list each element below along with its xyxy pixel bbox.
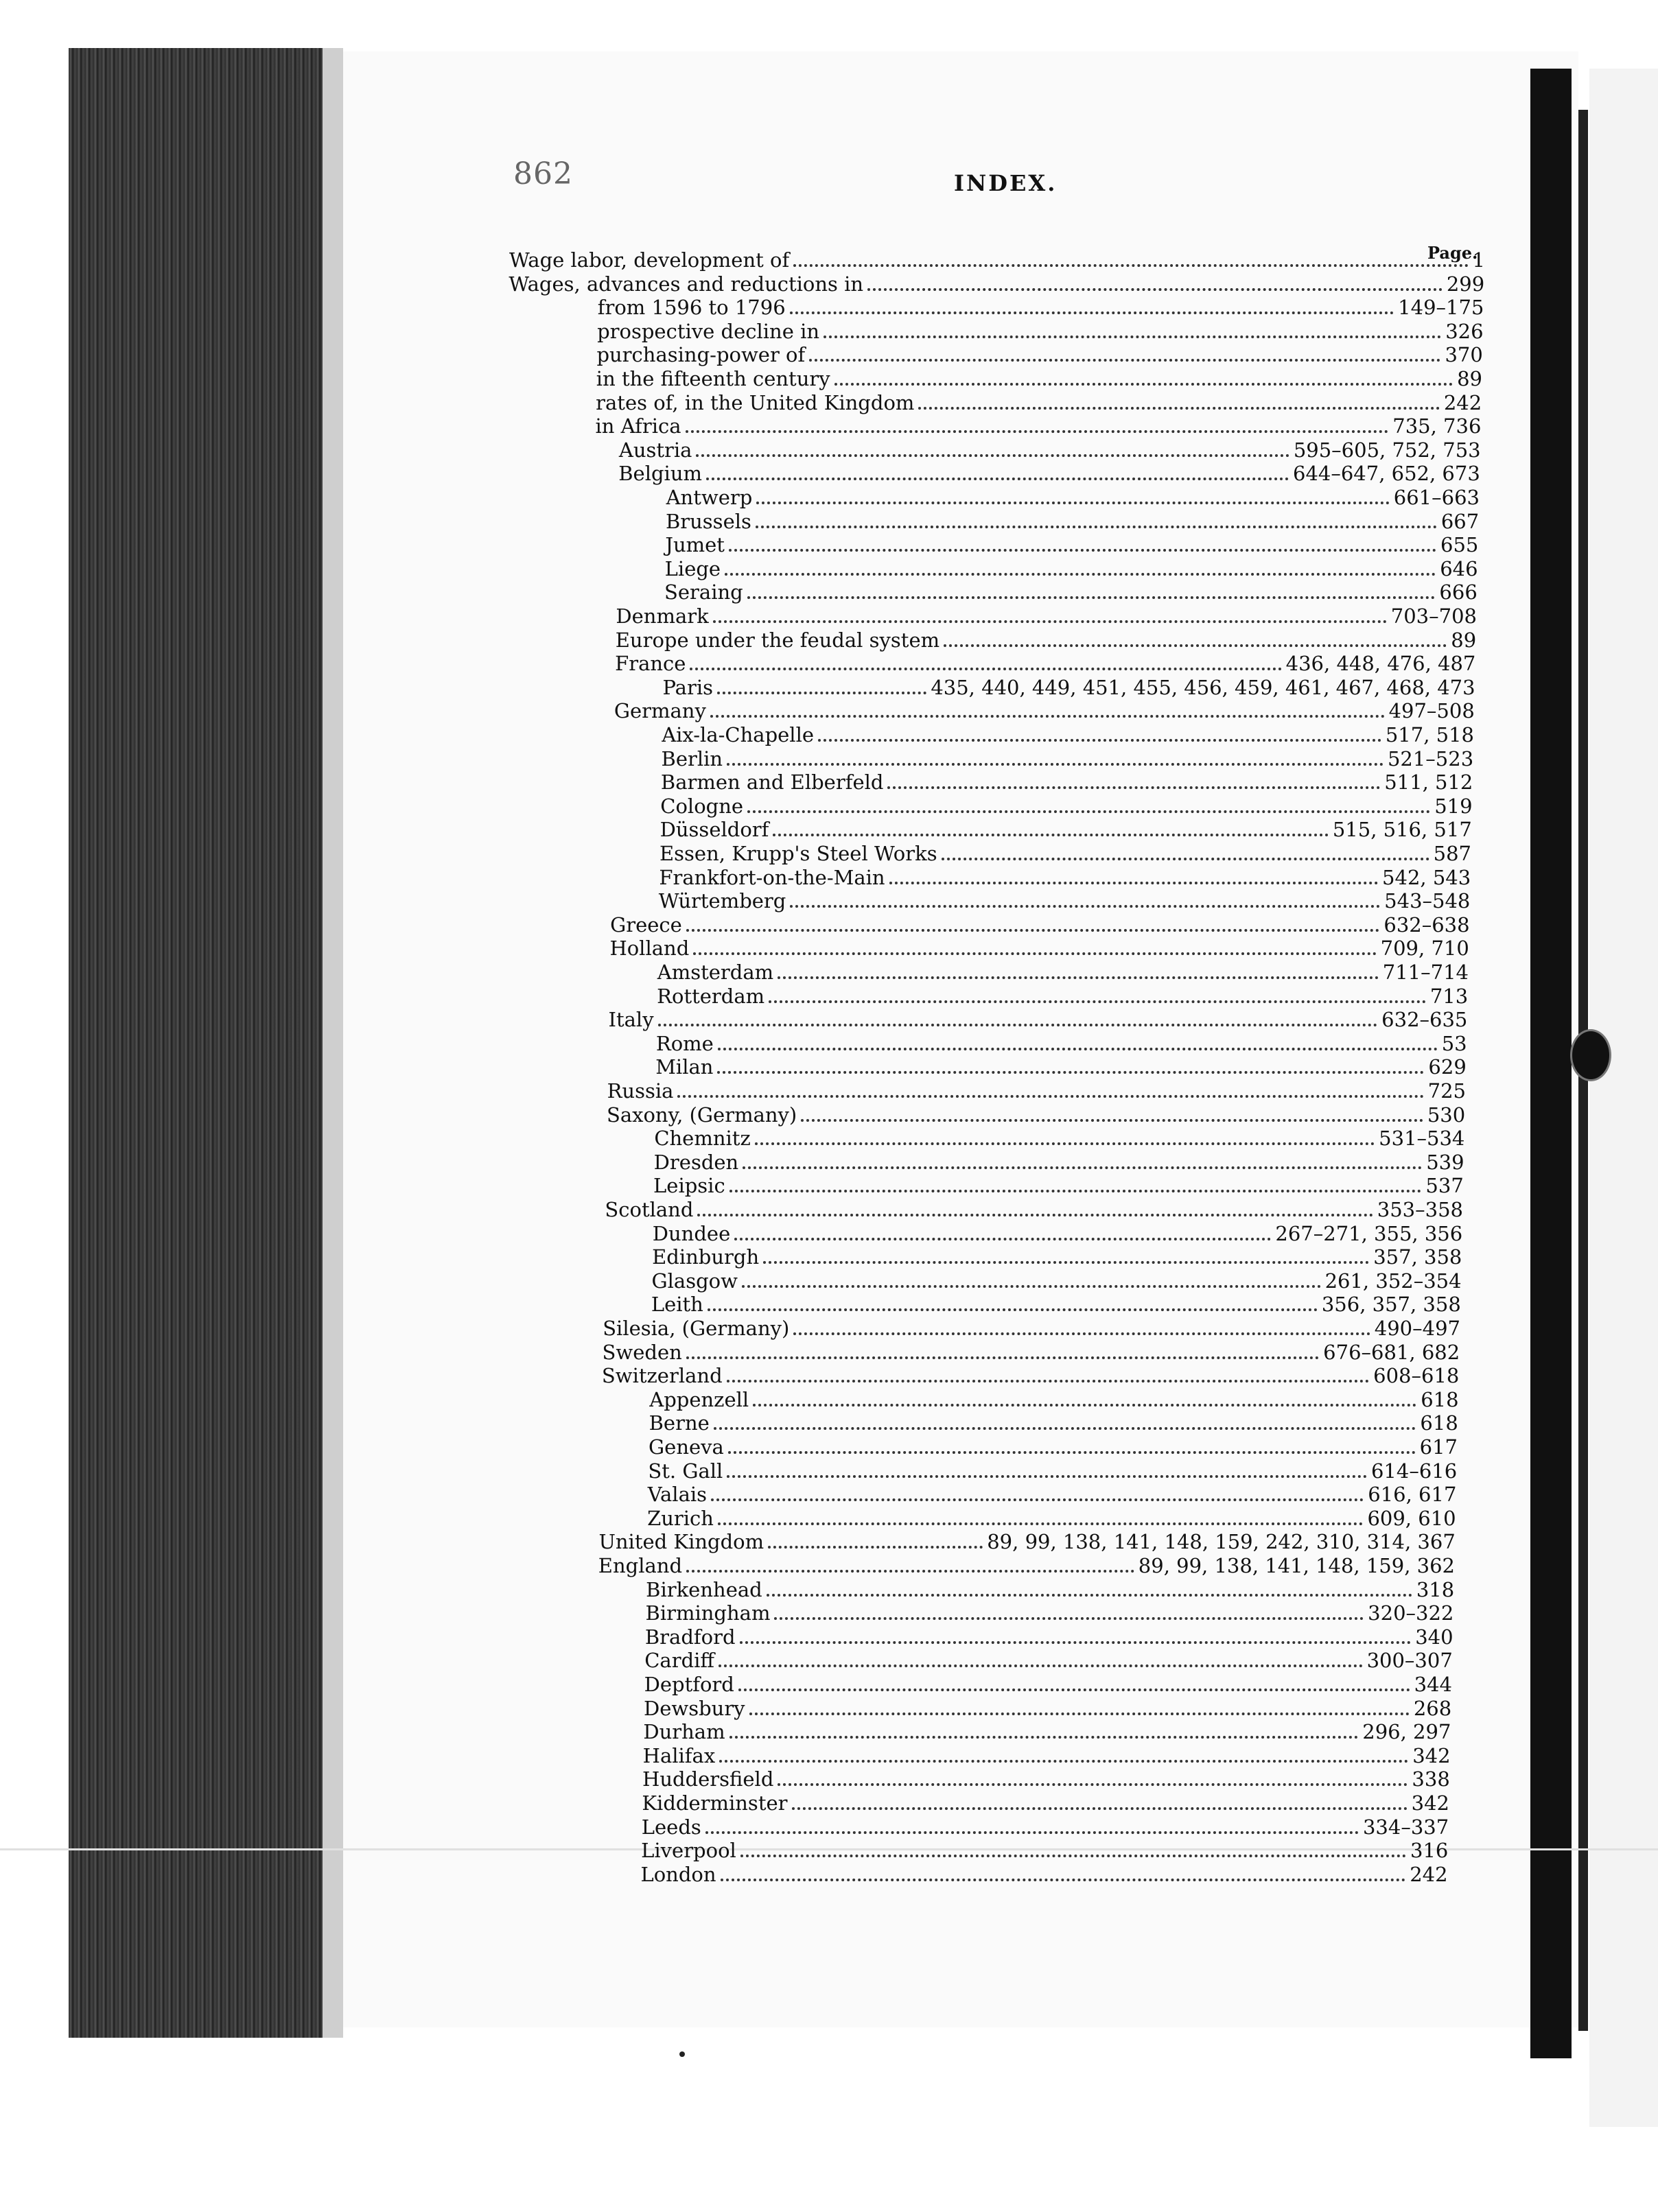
entry-term: United Kingdom xyxy=(598,1530,764,1554)
entry-term: Holland xyxy=(609,937,690,961)
index-entry xyxy=(666,510,1479,533)
entry-page-refs: 436, 448, 476, 487 xyxy=(1285,652,1476,676)
index-entry xyxy=(597,320,1484,343)
dot-leader xyxy=(747,810,1430,813)
entry-term: Aix-la-Chapelle xyxy=(662,723,815,746)
dot-leader xyxy=(756,526,1437,528)
index-entry xyxy=(661,770,1473,794)
dot-leader xyxy=(713,620,1387,623)
index-entry xyxy=(609,1008,1468,1031)
entry-term: Berlin xyxy=(661,746,723,770)
dot-leader xyxy=(727,1380,1370,1382)
dot-leader xyxy=(729,1190,1422,1192)
entry-page-refs: 618 xyxy=(1420,1411,1458,1435)
index-entry xyxy=(614,699,1475,722)
entry-page-refs: 89 xyxy=(1457,367,1482,390)
dot-leader xyxy=(867,288,1443,291)
dot-leader xyxy=(790,311,1394,314)
dot-leader xyxy=(697,1214,1373,1216)
entry-term: Dresden xyxy=(653,1150,739,1174)
entry-page-refs: 342 xyxy=(1411,1791,1449,1815)
entry-term: Valais xyxy=(647,1483,708,1507)
entry-page-refs: 666 xyxy=(1439,580,1478,604)
entry-page-refs: 521–523 xyxy=(1387,746,1474,770)
index-entry xyxy=(664,580,1478,604)
dot-leader xyxy=(792,1807,1408,1810)
dot-leader xyxy=(773,834,1328,836)
dot-leader xyxy=(686,430,1389,433)
index-entry xyxy=(662,676,1475,699)
entry-term: Milan xyxy=(655,1055,714,1079)
index-entry xyxy=(598,1530,1455,1553)
entry-page-refs: 267–271, 355, 356 xyxy=(1275,1221,1463,1245)
entry-term: in the fifteenth century xyxy=(596,367,830,390)
index-entry xyxy=(647,1507,1456,1530)
dot-leader xyxy=(710,715,1385,718)
index-entry xyxy=(616,604,1477,628)
entry-term: Halifax xyxy=(642,1743,716,1767)
dot-leader xyxy=(749,1713,1410,1715)
dot-leader xyxy=(705,1831,1359,1834)
entry-page-refs: 344 xyxy=(1414,1673,1452,1696)
index-entry xyxy=(666,486,1480,509)
index-entry xyxy=(643,1720,1451,1743)
entry-page-refs: 296, 297 xyxy=(1362,1720,1451,1744)
dot-leader xyxy=(728,1451,1416,1454)
index-entry xyxy=(654,1151,1464,1174)
index-entry xyxy=(655,1055,1467,1079)
entry-term: Rome xyxy=(655,1031,714,1055)
entry-page-refs: 89, 99, 138, 141, 148, 159, 362 xyxy=(1138,1554,1455,1577)
index-entry xyxy=(607,1079,1466,1103)
entry-page-refs: 676–681, 682 xyxy=(1323,1340,1460,1364)
index-entry xyxy=(616,628,1476,652)
entry-term: France xyxy=(615,652,686,676)
index-entry xyxy=(645,1625,1453,1649)
entry-page-refs: 713 xyxy=(1429,984,1469,1008)
entry-page-refs: 655 xyxy=(1440,533,1479,557)
index-entry xyxy=(649,1435,1458,1459)
entry-page-refs: 632–635 xyxy=(1381,1008,1468,1032)
dot-leader xyxy=(887,786,1380,789)
dot-leader xyxy=(778,1783,1408,1786)
entry-page-refs: 661–663 xyxy=(1393,486,1480,509)
dot-leader xyxy=(769,1000,1426,1003)
index-entry xyxy=(665,533,1478,556)
entry-term: Greece xyxy=(610,913,682,937)
dot-leader xyxy=(729,549,1436,552)
entry-term: Birmingham xyxy=(645,1601,771,1625)
entry-page-refs: 334–337 xyxy=(1362,1815,1449,1839)
entry-term: Huddersfield xyxy=(642,1767,774,1791)
entry-page-refs: 703–708 xyxy=(1390,604,1477,628)
index-entry xyxy=(659,889,1471,913)
dot-leader xyxy=(942,858,1429,860)
page-number: 862 xyxy=(513,156,573,191)
entry-term: from 1596 to 1796 xyxy=(597,296,786,320)
index-entry xyxy=(643,1744,1451,1767)
entry-page-refs: 614–616 xyxy=(1370,1459,1458,1483)
index-entry xyxy=(509,248,1485,272)
dot-leader xyxy=(824,336,1441,338)
entry-term: Geneva xyxy=(649,1435,724,1459)
dot-leader xyxy=(727,763,1383,766)
entry-term: Paris xyxy=(662,675,713,699)
entry-page-refs: 490–497 xyxy=(1374,1317,1460,1340)
index-entry xyxy=(648,1459,1457,1483)
entry-term: Russia xyxy=(607,1079,674,1103)
entry-term: Leith xyxy=(651,1293,703,1317)
entry-term: Seraing xyxy=(664,580,743,604)
entry-page-refs: 618 xyxy=(1421,1387,1459,1411)
dot-leader xyxy=(747,596,1436,599)
entry-page-refs: 709, 710 xyxy=(1380,937,1469,961)
entry-page-refs: 242 xyxy=(1410,1862,1448,1886)
dot-leader xyxy=(790,905,1380,908)
dot-leader xyxy=(767,1594,1412,1597)
entry-term: Italy xyxy=(608,1008,654,1032)
index-entry xyxy=(615,652,1475,675)
index-entry xyxy=(603,1317,1460,1340)
dot-leader xyxy=(686,929,1380,932)
entry-page-refs: 517, 518 xyxy=(1385,723,1474,746)
dot-leader xyxy=(708,1308,1318,1311)
dot-leader xyxy=(834,383,1453,386)
entry-term: Scotland xyxy=(605,1198,694,1221)
entry-page-refs: 1 xyxy=(1472,248,1485,272)
entry-term: Brussels xyxy=(665,509,751,533)
entry-page-refs: 539 xyxy=(1426,1150,1464,1174)
running-head: INDEX. xyxy=(954,170,1058,196)
entry-term: Denmark xyxy=(616,604,709,628)
index-entry xyxy=(605,1198,1463,1221)
entry-term: Durham xyxy=(643,1720,725,1744)
entry-term: Frankfort-on-the-Main xyxy=(659,865,885,889)
dot-leader xyxy=(944,644,1447,647)
dot-leader xyxy=(809,359,1440,362)
entry-page-refs: 519 xyxy=(1434,794,1473,818)
entry-page-refs: 53 xyxy=(1441,1031,1467,1055)
index-entry xyxy=(649,1388,1458,1411)
entry-term: Kidderminster xyxy=(642,1791,788,1815)
entry-term: Switzerland xyxy=(601,1364,723,1388)
page-column-heading: Page. xyxy=(1427,243,1478,263)
dot-leader xyxy=(743,1166,1422,1169)
entry-page-refs: 299 xyxy=(1446,272,1485,296)
entry-term: London xyxy=(640,1862,716,1886)
entry-page-refs: 357, 358 xyxy=(1373,1245,1462,1269)
index-entry xyxy=(660,818,1472,841)
dot-leader xyxy=(889,882,1378,884)
entry-page-refs: 632–638 xyxy=(1383,913,1470,937)
dot-leader xyxy=(696,454,1289,457)
entry-page-refs: 629 xyxy=(1428,1055,1467,1079)
entry-page-refs: 316 xyxy=(1410,1839,1449,1863)
entry-term: Germany xyxy=(614,699,706,723)
dot-leader xyxy=(718,1522,1363,1525)
entry-page-refs: 242 xyxy=(1443,390,1482,414)
index-entry xyxy=(654,1127,1464,1150)
index-entry xyxy=(596,367,1482,390)
index-entry xyxy=(509,272,1484,296)
dot-leader xyxy=(818,739,1381,742)
dot-leader xyxy=(729,1736,1359,1739)
entry-page-refs: 595–605, 752, 753 xyxy=(1293,438,1481,462)
index-entry xyxy=(619,438,1481,462)
entry-term: England xyxy=(598,1554,683,1577)
index-entry xyxy=(646,1578,1454,1601)
entry-page-refs: 370 xyxy=(1445,343,1483,367)
entry-term: Birkenhead xyxy=(646,1577,762,1601)
index-entry xyxy=(618,462,1480,485)
index-entry xyxy=(607,1103,1465,1127)
dot-leader xyxy=(725,573,1436,576)
entry-page-refs: 515, 516, 517 xyxy=(1332,818,1472,842)
entry-page-refs: 268 xyxy=(1413,1696,1452,1720)
index-entry xyxy=(642,1815,1449,1839)
index-entry xyxy=(598,296,1484,319)
entry-term: Saxony, (Germany) xyxy=(606,1103,797,1127)
dot-leader xyxy=(686,1356,1319,1359)
dot-leader xyxy=(753,1404,1416,1407)
entry-page-refs: 616, 617 xyxy=(1368,1483,1457,1507)
entry-page-refs: 342 xyxy=(1412,1743,1451,1767)
index-entry xyxy=(653,1174,1464,1197)
entry-page-refs: 725 xyxy=(1427,1079,1466,1103)
entry-page-refs: 587 xyxy=(1433,842,1471,865)
index-entry xyxy=(644,1673,1452,1696)
dot-leader xyxy=(717,1071,1424,1074)
dot-leader xyxy=(693,952,1376,955)
entry-page-refs: 609, 610 xyxy=(1367,1506,1456,1530)
index-entry xyxy=(652,1245,1462,1269)
index-entry xyxy=(651,1293,1461,1316)
index-entry xyxy=(596,343,1482,366)
dot-leader xyxy=(768,1546,983,1549)
dot-leader xyxy=(755,1142,1375,1145)
entry-term: Rotterdam xyxy=(657,984,765,1008)
index-entry xyxy=(609,937,1469,960)
index-entry xyxy=(651,1269,1461,1293)
index-entry xyxy=(648,1483,1457,1506)
dot-leader xyxy=(742,1285,1321,1288)
entry-term: in Africa xyxy=(595,414,681,438)
entry-page-refs: 89, 99, 138, 141, 148, 159, 242, 310, 314, 367 xyxy=(987,1530,1456,1554)
dot-leader xyxy=(690,668,1281,670)
index-entry xyxy=(656,1032,1467,1055)
entry-page-refs: 340 xyxy=(1415,1625,1453,1649)
entry-page-refs: 543–548 xyxy=(1384,889,1471,913)
entry-term: Antwerp xyxy=(666,486,753,509)
entry-page-refs: 326 xyxy=(1445,319,1484,343)
entry-page-refs: 711–714 xyxy=(1382,961,1469,984)
dot-leader xyxy=(793,1332,1370,1335)
dot-leader xyxy=(686,1570,1134,1573)
entry-term: Leipsic xyxy=(653,1174,725,1198)
entry-term: Würtemberg xyxy=(658,889,786,913)
index-entry xyxy=(659,866,1471,889)
index-entry xyxy=(642,1791,1449,1815)
entry-page-refs: 667 xyxy=(1440,509,1480,533)
index-entry xyxy=(662,747,1474,770)
index-entry xyxy=(657,985,1468,1008)
index-entry xyxy=(662,723,1474,746)
entry-term: Barmen and Elberfeld xyxy=(660,770,884,795)
entry-term: Glasgow xyxy=(651,1269,738,1293)
index-entry xyxy=(657,961,1469,984)
dot-leader xyxy=(718,1048,1438,1050)
dot-leader xyxy=(727,1475,1367,1478)
index-entry xyxy=(602,1364,1459,1387)
entry-term: Bradford xyxy=(644,1625,736,1649)
entry-page-refs: 542, 543 xyxy=(1382,865,1471,889)
entry-term: Cardiff xyxy=(644,1649,715,1673)
index-entry xyxy=(660,795,1472,818)
dot-leader xyxy=(706,478,1289,480)
entry-term: Belgium xyxy=(618,462,702,486)
dot-leader xyxy=(738,1689,1410,1691)
index-entry xyxy=(641,1839,1448,1862)
dot-leader xyxy=(677,1095,1423,1098)
entry-page-refs: 300–307 xyxy=(1366,1649,1453,1673)
entry-term: Cologne xyxy=(660,794,744,818)
entry-page-refs: 356, 357, 358 xyxy=(1321,1293,1461,1317)
index-entry xyxy=(642,1767,1450,1791)
entry-term: prospective decline in xyxy=(597,319,820,343)
entry-page-refs: 608–618 xyxy=(1373,1364,1460,1388)
dot-leader xyxy=(734,1238,1271,1240)
dot-leader xyxy=(774,1617,1364,1620)
entry-page-refs: 338 xyxy=(1412,1767,1450,1791)
entry-term: Jumet xyxy=(665,533,725,557)
entry-page-refs: 435, 440, 449, 451, 455, 456, 459, 461, 467, 468, 473 xyxy=(931,675,1475,699)
entry-page-refs: 497–508 xyxy=(1388,699,1475,723)
index-entry xyxy=(603,1341,1460,1364)
entry-term: Zurich xyxy=(647,1506,714,1530)
dot-leader xyxy=(719,1664,1363,1667)
dot-leader xyxy=(918,407,1439,410)
entry-page-refs: 320–322 xyxy=(1368,1601,1454,1625)
index-entry xyxy=(659,842,1471,865)
entry-term: Dewsbury xyxy=(643,1696,745,1720)
index-entry xyxy=(665,557,1478,580)
dot-leader xyxy=(793,264,1468,267)
dot-leader xyxy=(719,1760,1408,1763)
entry-term: Düsseldorf xyxy=(659,818,769,842)
dot-leader xyxy=(717,692,926,694)
entry-term: Sweden xyxy=(602,1340,682,1364)
dot-leader xyxy=(756,502,1389,504)
index-entry xyxy=(610,913,1470,937)
entry-page-refs: 89 xyxy=(1451,628,1477,652)
entry-term: St. Gall xyxy=(648,1459,723,1483)
entry-page-refs: 318 xyxy=(1416,1577,1455,1601)
entry-term: Deptford xyxy=(644,1673,734,1696)
entry-term: Edinburgh xyxy=(652,1245,760,1269)
entry-term: Wages, advances and reductions in xyxy=(509,272,864,296)
dot-leader xyxy=(801,1119,1423,1122)
entry-page-refs: 530 xyxy=(1427,1103,1466,1127)
dot-leader xyxy=(658,1024,1378,1026)
dot-leader xyxy=(721,1879,1406,1881)
entry-page-refs: 617 xyxy=(1419,1435,1458,1459)
dot-leader xyxy=(740,1855,1406,1857)
index-entry xyxy=(644,1649,1453,1672)
entry-page-refs: 735, 736 xyxy=(1392,414,1482,438)
entry-page-refs: 353–358 xyxy=(1377,1198,1463,1221)
dot-leader xyxy=(763,1261,1369,1264)
entry-term: Wage labor, development of xyxy=(509,248,790,272)
entry-term: Essen, Krupp's Steel Works xyxy=(659,842,937,865)
dot-leader xyxy=(711,1498,1364,1501)
index-entry xyxy=(644,1697,1451,1720)
entry-term: Dundee xyxy=(652,1221,731,1245)
index-entry xyxy=(640,1863,1447,1886)
index-entry xyxy=(649,1411,1458,1435)
entry-term: Liege xyxy=(664,556,721,580)
entry-page-refs: 537 xyxy=(1425,1174,1464,1198)
entry-term: Appenzell xyxy=(649,1387,749,1411)
entry-page-refs: 646 xyxy=(1440,556,1478,580)
index-entry xyxy=(653,1222,1462,1245)
index-entry xyxy=(596,391,1482,414)
index-entry xyxy=(598,1554,1455,1577)
entry-term: Chemnitz xyxy=(654,1127,751,1151)
index-entry xyxy=(596,414,1482,438)
entry-term: Europe under the feudal system xyxy=(615,628,940,652)
entry-page-refs: 511, 512 xyxy=(1384,770,1473,795)
entry-page-refs: 644–647, 652, 673 xyxy=(1293,462,1480,486)
entry-term: rates of, in the United Kingdom xyxy=(596,390,915,414)
index-entry xyxy=(646,1601,1454,1625)
dot-leader xyxy=(714,1427,1416,1430)
entry-page-refs: 149–175 xyxy=(1398,296,1484,320)
entry-term: Amsterdam xyxy=(657,961,774,984)
entry-term: Leeds xyxy=(641,1815,701,1839)
stray-ink-mark xyxy=(679,2051,685,2057)
entry-term: Liverpool xyxy=(641,1839,736,1863)
entry-term: Berne xyxy=(649,1411,710,1435)
entry-page-refs: 531–534 xyxy=(1379,1127,1465,1151)
dot-leader xyxy=(778,976,1379,979)
dot-leader xyxy=(740,1641,1412,1644)
entry-page-refs: 261, 352–354 xyxy=(1324,1269,1462,1293)
entry-term: Silesia, (Germany) xyxy=(603,1317,790,1340)
entry-term: Austria xyxy=(618,438,692,462)
entry-term: purchasing-power of xyxy=(596,343,806,367)
